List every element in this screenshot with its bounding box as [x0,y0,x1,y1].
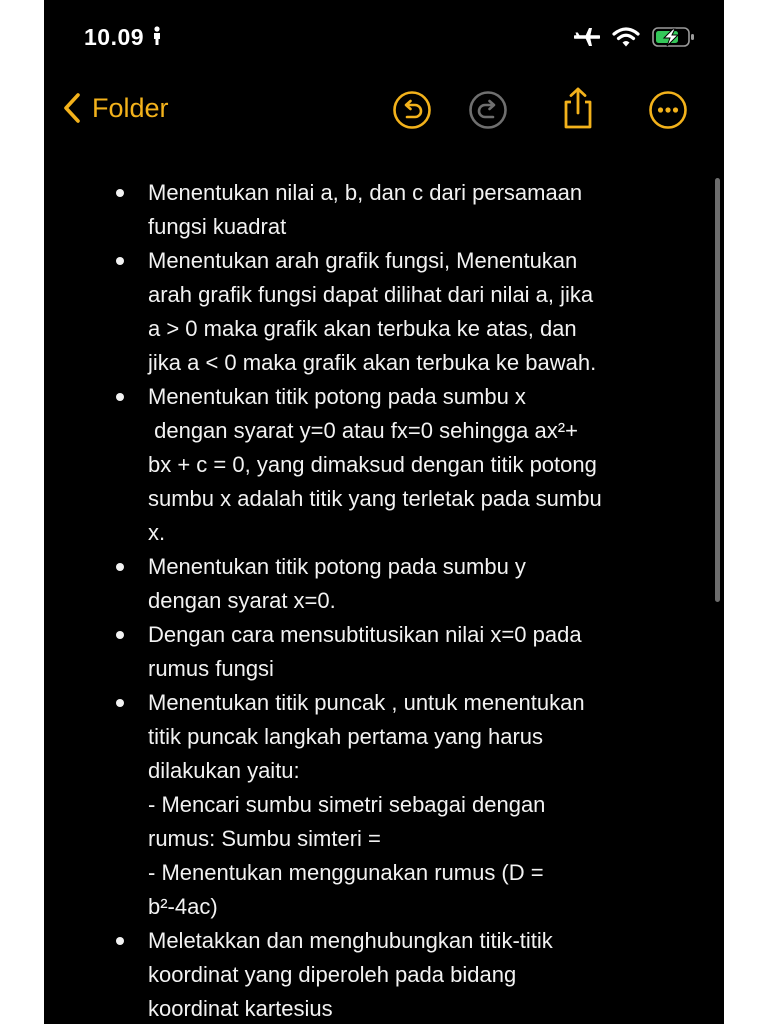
status-icons [574,26,696,48]
list-item [108,176,688,244]
text-line: jika a < 0 maka grafik akan terbuka ke bawah. [148,350,597,375]
undo-button[interactable] [392,90,432,130]
text-line: koordinat yang diperoleh pada bidang [148,962,517,987]
text-line: rumus: Sumbu simteri = [148,826,381,851]
list-item [108,380,688,550]
text-line: rumus fungsi [148,656,274,681]
text-line: a > 0 maka grafik akan terbuka ke atas, dan [148,316,577,341]
wifi-icon [612,26,640,48]
text-line: Meletakkan dan menghubungkan titik-titik [148,928,553,953]
bullet-dot [116,631,124,639]
text-line: dengan syarat x=0. [148,588,336,613]
text-line: dengan syarat y=0 atau fx=0 sehingga ax²+ [148,418,578,443]
list-item [108,244,688,380]
phone-screen [44,0,724,1024]
list-item [108,618,688,686]
text-line: Dengan cara mensubtitusikan nilai x=0 pada [148,622,582,647]
redo-button[interactable] [468,90,508,130]
back-label: Folder [92,92,169,123]
redo-icon [468,90,508,130]
text-line: titik puncak langkah pertama yang harus [148,724,544,749]
text-line: koordinat kartesius [148,996,333,1021]
undo-icon [392,90,432,130]
more-icon [648,90,688,130]
text-line: arah grafik fungsi dapat dilihat dari nilai a, jika [148,282,594,307]
bullet-list [108,176,688,1024]
battery-charging-icon [652,26,696,48]
note-body[interactable] [108,176,688,1024]
text-line: fungsi kuadrat [148,214,287,239]
text-line: - Mencari sumbu simetri sebagai dengan [148,792,546,817]
share-icon [558,86,598,130]
status-time [84,24,164,51]
bullet-dot [116,563,124,571]
text-line: b²-4ac) [148,894,218,919]
airplane-icon [574,26,600,48]
text-line: Menentukan arah grafik fungsi, Menentukan [148,248,578,273]
share-button[interactable] [558,86,598,126]
text-line: x. [148,520,166,545]
text-line: Menentukan titik potong pada sumbu x [148,384,526,409]
text-line: Menentukan titik puncak , untuk menentukan [148,690,585,715]
text-line: Menentukan nilai a, b, dan c dari persamaan [148,180,583,205]
bullet-dot [116,393,124,401]
text-line: dilakukan yaitu: [148,758,300,783]
bullet-dot [116,257,124,265]
text-line: Menentukan titik potong pada sumbu y [148,554,526,579]
status-time-text: 10.09 [84,24,145,50]
bullet-dot [116,189,124,197]
list-item [108,550,688,618]
bullet-dot [116,699,124,707]
list-item [108,686,688,924]
text-line: - Menentukan menggunakan rumus (D = [148,860,544,885]
text-line: bx + c = 0, yang dimaksud dengan titik potong [148,452,597,477]
walking-person-icon [150,26,164,46]
chevron-left-icon [62,92,82,124]
bullet-dot [116,937,124,945]
scrollbar[interactable] [715,178,720,602]
back-button[interactable] [62,92,169,124]
list-item [108,924,688,1024]
more-button[interactable] [648,90,688,130]
text-line: sumbu x adalah titik yang terletak pada sumbu [148,486,602,511]
